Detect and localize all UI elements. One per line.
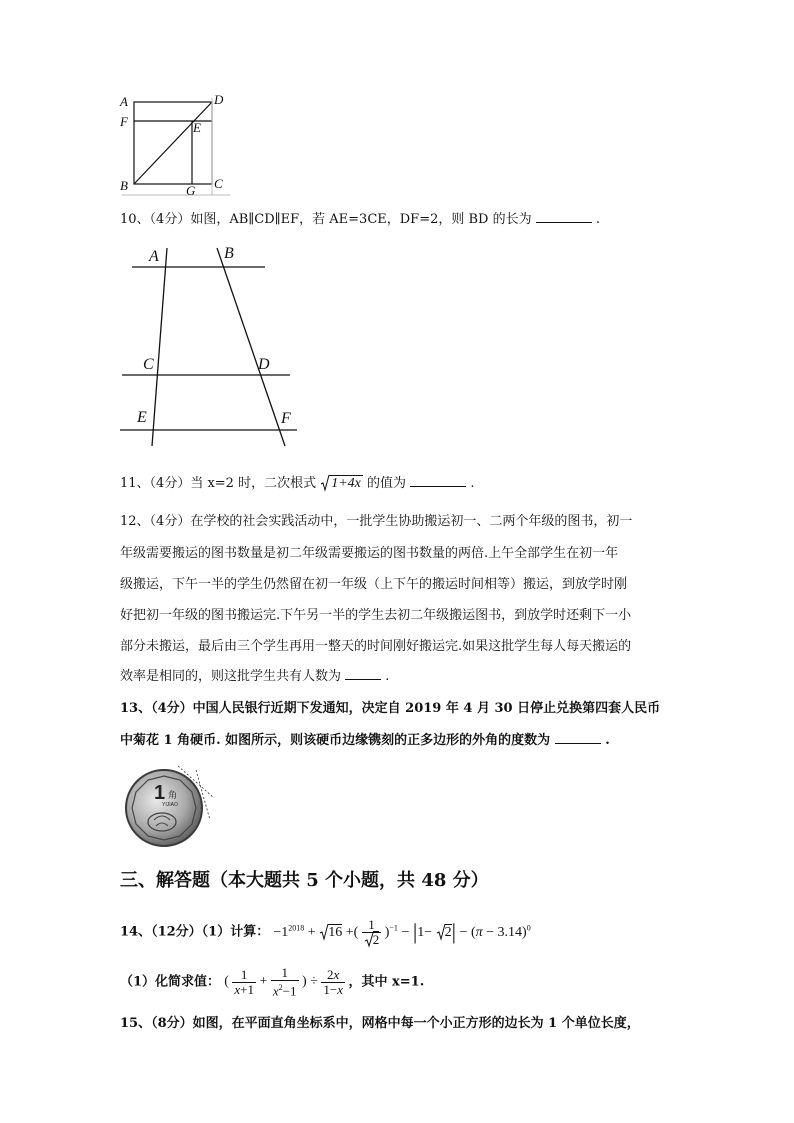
label-A: A [120, 94, 128, 109]
q14-simplify-expression: ( $\frac{1}{x+1}$ + $\frac{1}{x^2-1}$ ) ÷ $\frac{2x}{1-x}$ [224, 965, 343, 999]
section-3-heading: 三、解答题（本大题共 5 个小题，共 48 分） [120, 870, 489, 891]
label-C: C [214, 176, 223, 191]
q12-line-4: 好把初一年级的图书搬运完.下午另一半的学生去初二年级搬运图书，到放学时还剩下一小 [120, 608, 632, 623]
q13-end: . [605, 733, 610, 748]
frac-one-over-sqrt2: $\frac{1}{2}$ [362, 918, 382, 947]
q11-answer-blank[interactable] [410, 474, 466, 487]
question-10 [120, 208, 600, 227]
q13-line-2-text: 中菊花 1 角硬币. 如图所示，则该硬币边缘镌刻的正多边形的外角的度数为 [120, 733, 551, 748]
coin-photo [118, 760, 218, 850]
q11-before: 11、（4分）当 x=2 时，二次根式 [120, 476, 317, 491]
radical-sign-icon [319, 923, 329, 941]
coin-pinyin: YIJIAO [162, 802, 178, 808]
q14-expression: $-1^{2018}$ + 16 +( $\frac{1}{2}$ )$^{-1}$ − |1− $2| - (\pi - 3.14)^0$ [273, 917, 531, 947]
q12-line-5: 部分未搬运，最后由三个学生再用一整天的时间刚好搬运完.如果这批学生每人每天搬运的 [120, 639, 632, 654]
coin-char: 角 [168, 791, 178, 801]
q11-end: . [470, 476, 475, 491]
question-15: 15、（8分）如图，在平面直角坐标系中，网格中每一个小正方形的边长为 1 个单位长度， [120, 1016, 640, 1031]
label-E2: E [137, 409, 147, 426]
question-14-part-1 [120, 918, 531, 947]
q14-part1-label: 14、（12分）（1）计算： [120, 924, 270, 940]
q12-line-6 [120, 665, 389, 684]
sqrt-16: 16 [319, 925, 342, 941]
label-B2: B [224, 245, 234, 262]
frac-1-over-x2-minus-1: $\frac{1}{x^2-1}$ [272, 965, 297, 999]
frac-1-over-x-plus-1: $\frac{1}{x+1}$ [234, 966, 254, 997]
q14-part2-label: （1）化简求值： [120, 974, 221, 990]
q10-text: 10、（4分）如图，AB∥CD∥EF，若 AE=3CE，DF=2，则 BD 的长为 [120, 212, 532, 227]
q12-answer-blank[interactable] [345, 667, 381, 680]
question-14-part-2 [120, 966, 424, 998]
q11-after: 的值为 [367, 476, 407, 491]
q12-end: . [385, 669, 390, 684]
q11-radicand: 1+4x [331, 476, 361, 491]
label-B: B [120, 178, 128, 193]
q12-line-2: 年级需要搬运的图书数量是初二年级需要搬运的图书数量的两倍.上午全部学生在初一年 [120, 546, 619, 561]
q13-answer-blank[interactable] [555, 731, 601, 744]
label-D: D [214, 92, 224, 107]
label-C2: C [143, 356, 154, 373]
frac-2x-over-1-minus-x: $\frac{2x}{1-x}$ [323, 966, 343, 997]
radical-sign-icon [320, 474, 330, 492]
label-E: E [193, 120, 201, 135]
coin-numeral: 1 [154, 782, 166, 804]
figure-square-diagonal [112, 90, 242, 200]
q14-part2-tail: ，其中 x=1. [348, 974, 425, 990]
q10-end: . [595, 212, 601, 227]
label-F: F [120, 114, 128, 129]
label-G: G [186, 183, 196, 198]
label-A2: A [149, 248, 159, 265]
q12-last-line: 效率是相同的，则这批学生共有人数为 [120, 669, 342, 684]
question-11 [120, 472, 474, 492]
label-D2: D [258, 356, 270, 373]
q13-line-1: 13、（4分）中国人民银行近期下发通知，决定自 2019 年 4 月 30 日停止兑换第四套人民币 [120, 701, 661, 716]
q12-line-1: 12、（4分）在学校的社会实践活动中，一批学生协助搬运初一、二两个年级的图书，初一 [120, 514, 633, 529]
q12-line-3: 级搬运，下午一半的学生仍然留在初一年级（上下午的搬运时间相等）搬运，到放学时刚 [120, 577, 628, 592]
figure-parallel-lines [115, 240, 305, 450]
q13-line-2 [120, 729, 610, 748]
q10-answer-blank[interactable] [536, 210, 592, 223]
label-F2: F [281, 410, 291, 427]
q11-radical [320, 476, 363, 492]
